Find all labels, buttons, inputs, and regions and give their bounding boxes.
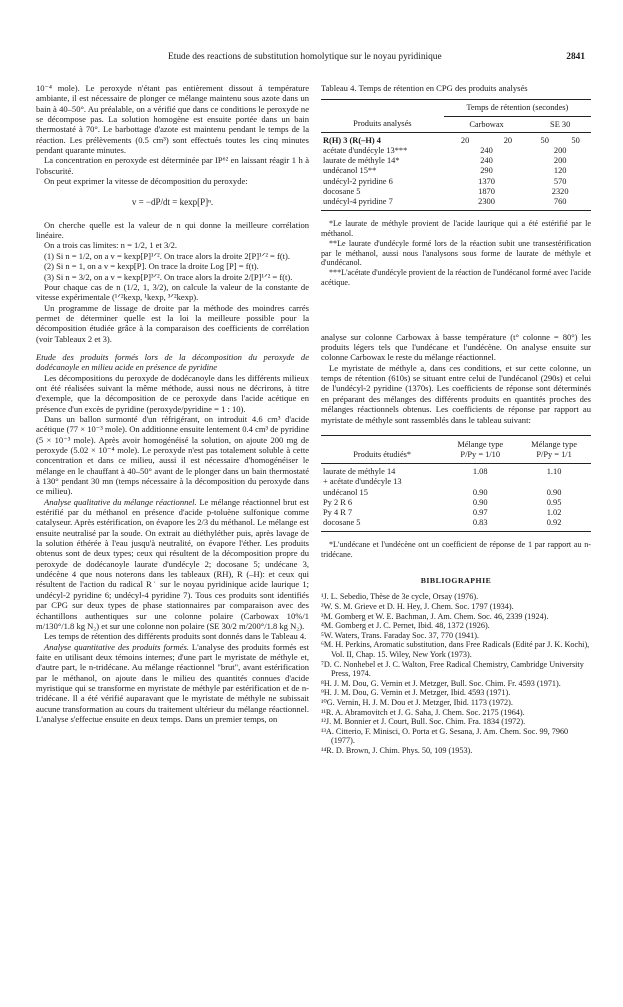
- table-cell: 290: [480, 166, 493, 176]
- bibliography-list: [321, 592, 591, 755]
- table-cell: 200: [553, 145, 567, 155]
- paragraph: La concentration en peroxyde est déterminée par IP⁶² en laissant réagir 1 h à l'obscurité.: [36, 155, 309, 176]
- table-cell: docosane 5: [323, 518, 361, 528]
- paragraph: [36, 497, 309, 631]
- table-row: [321, 197, 591, 211]
- table-cell: undécyl-2 pyridine 6: [323, 176, 393, 186]
- rate-equation: v = −dP/dt = kexp[P]ⁿ.: [131, 197, 214, 208]
- table-cell: 20: [503, 135, 513, 145]
- table-cell: undécanol 15**: [323, 166, 377, 176]
- table-row: [321, 132, 591, 146]
- table-cell: 0.83: [472, 518, 488, 528]
- table-cell: 50: [540, 135, 549, 145]
- table-cell: 1.08: [472, 467, 488, 477]
- table-note: *Le laurate de méthyle provient de l'acide laurique qui a été estérifié par le méthanol.: [321, 219, 591, 238]
- paragraph: analyse sur colonne Carbowax à basse température (t° colonne = 80°) les produits légers tels que l'undécane et l'undécène. On analyse ensuite sur colonne Carbowax le reste du mélange réactionnel.: [321, 331, 591, 363]
- table-cell: 240: [480, 156, 493, 166]
- table-cell: undécyl-4 pyridine 7: [323, 196, 393, 206]
- table-note: **Le laurate d'undécyle formé lors de la réaction subit une transestérification par le méthanol, aussi nous l'analysons sous forme de laurate de méthyle et d'undécanol.: [321, 238, 591, 268]
- table-cell: 0.90: [472, 497, 488, 507]
- paragraph: Un programme de lissage de droite par la méthode des moindres carrés permet de déterminer quelle est la loi la meilleure possible pour la décomposition étudiée grâce à la comparaison des coefficients de corrélation (voir Tableaux 2 et 3).: [36, 302, 309, 344]
- table-cell: 2300: [478, 196, 495, 206]
- reference: ⁸H. J. M. Dou, G. Vernin et J. Metzger, Bull. Soc. Chim. Fr. 4593 (1971).: [321, 678, 561, 688]
- table-cell: 120: [553, 166, 567, 176]
- table-4-caption: Tableau 4. Temps de rétention en CPG des produits analysés: [321, 83, 528, 93]
- paragraph: Le myristate de méthyle a, dans ces conditions, et sur cette colonne, un temps de rétention (610s) se situant entre celui de l'undécanol (290s) et celui de l'undécyl-2 pyridine (1370s). Les coefficients de réponse sont déterminés en préparant des mélanges des différents produits en quantités proches des mélanges réactionnels obtenus. Les coefficients de réponse par rapport au myristate de méthyle sont rassemblés dans le tableau suivant:: [321, 362, 591, 425]
- table-row: [321, 166, 591, 176]
- table-cell: undécanol 15: [323, 487, 368, 497]
- table-cell: 1.02: [546, 508, 562, 518]
- paragraph: Dans un ballon surmonté d'un réfrigérant, on introduit 4.6 cm³ d'acide acétique (77 × 10⁻³ mole). On additionne ensuite lentement 0.4 cm³ de pyridine (5 × 10⁻³ mole). Après avoir homogénéisé la solution, on ajoute 200 mg de peroxyde (5.02 × 10⁻⁴ mole). Le peroxyde n'est pas totalement soluble à cette concentration et dans ce milieu, aussi il est nécessaire d'homogénéiser le mélange en le chauffant à 40–50° avant de le plonger dans un bain thermostaté à 130° pendant 30 mn (temps nécessaire à la décomposition du peroxyde dans ce milieu).: [36, 413, 309, 497]
- paragraph: 10⁻⁴ mole). Le peroxyde n'étant pas entièrement dissout à température ambiante, il est nécessaire de plonger ce mélange maintenu sous azote dans un bain à 40–50°. Au préalable, on a vérifié que dans ce conditions le peroxyde ne se décompose pas. La solution homogène est ensuite portée dans un bain thermostaté à 70°. Le barbottage d'azote est maintenu pendant le temps de la réaction. Les prélèvements (0.5 cm³) sont effectués toutes les cinq minutes pendant quarante minutes.: [36, 83, 309, 156]
- paragraph: (3) Si n = 3/2, on a v = kexp[P]³ᐟ². On trace alors la droite 2/[P]¹ᐟ² = f(t).: [44, 271, 293, 282]
- table-cell: 50: [571, 135, 580, 145]
- reference: ¹J. L. Sebedio, Thèse de 3e cycle, Orsay (1976).: [321, 592, 479, 602]
- table-cell: 0.90: [546, 487, 562, 497]
- table-4-col-se30: SE 30: [550, 119, 571, 129]
- table-col-mix-2-ratio: P/Py = 1/1: [536, 450, 572, 460]
- running-title: Etude des reactions de substitution homolytique sur le noyau pyridinique: [168, 52, 442, 62]
- table-cell: 240: [480, 145, 493, 155]
- table-cell: 0.97: [472, 508, 488, 518]
- right-column: [321, 83, 591, 756]
- left-column: [36, 83, 309, 724]
- table-row: [321, 477, 591, 487]
- paragraph: (2) Si n = 1, on a v = kexp[P]. On trace la droite Log [P] = f(t).: [44, 261, 259, 272]
- table-col-mix-2: Mélange type: [531, 439, 577, 449]
- paragraph-text: Le mélange réactionnel brut est estérifié par du méthanol en présence d'acide p-toluène sulfonique comme catalyseur. Après estérification, on évapore les 2/3 du méthanol. Le mélange est ensuite neutralisé par la soude. On extrait au diéthyléther puis, après lavage de la solution éthérée à l'eau jusqu'à neutralité, on évapore l'éther. Les produits obtenus sont de deux types; ceux qui résultent de la décomposition propre du peroxyde de dodécanoyle laurate d'undécyle 2; docosane 5; undécane 3, undécène 4 que nous noterons dans les tableaux (RH), R (–H): et ceux qui résultent de l'action du radical R˙ sur le noyau pyridinique acide laurique 1; undécyl-2 pyridine 6; undécyl-4 pyridine 7). Tous ces produits sont identifiés par CPG sur deux types de phase stationnaires par comparaison avec des échantillons authentiques sur une colonne polaire (Carbowax 10%/1 m/130°/1.8 kg N₂) et sur une colonne non polaire (SE 30/2 m/200°/1.8 kg N₂).: [36, 496, 310, 631]
- table-row: [321, 498, 591, 508]
- reference: ⁵W. Waters, Trans. Faraday Soc. 37, 770 (1941).: [321, 630, 479, 640]
- table-cell: 200: [553, 156, 567, 166]
- table-row: [321, 508, 591, 518]
- table-cell: 0.92: [546, 518, 562, 528]
- table-col-mix-1-ratio: P/Py = 1/10: [460, 450, 501, 460]
- table-cell: Py 2 R 6: [323, 497, 353, 507]
- reference: ²W. S. M. Grieve et D. H. Hey, J. Chem. Soc. 1797 (1934).: [321, 602, 514, 611]
- table-col-mix-1: Mélange type: [457, 439, 504, 449]
- reference: ⁶M. H. Perkins, Aromatic substitution, dans Free Radicals (Edité par J. K. Kochi), Vol. II, Chap. 15. Wiley, New York (1973).: [321, 640, 590, 659]
- table-4-group-header: Temps de rétention (secondes): [444, 100, 591, 116]
- paragraph-text: L'analyse des produits formés est faite en utilisant deux témoins internes; d'une part le myristate de méthyle et, d'autre part, le n-tridécane. Au mélange réactionnel "brut", avant estérification par le méthanol, on ajoute dans le milieu des quantités connues d'acide myristique qui se transforme en myristate de méthyle par estérification et de n-tridécane. Il a été vérifié auparavant que le myristate de méthyle ne subissait aucune transformation au cours du traitement ultérieur du mélange réactionnel. L'analyse s'effectue ensuite en deux temps. Dans un premier temps, on: [36, 641, 309, 724]
- table-cell: Py 4 R 7: [323, 508, 353, 518]
- table-cell: 1870: [478, 186, 495, 196]
- reference: ¹²J. M. Bonnier et J. Court, Bull. Soc. Chim. Fra. 1834 (1972).: [321, 717, 526, 727]
- table-row: [321, 464, 591, 478]
- reference: ⁴M. Gomberg et J. C. Pernet, Ibid. 48, 1372 (1926).: [321, 621, 490, 631]
- table-4-col-products: Produits analysés: [353, 119, 412, 129]
- table-row: [321, 146, 591, 156]
- table-col-products: Produits étudiés*: [353, 450, 412, 460]
- table-row: [321, 177, 591, 187]
- table-cell: docosane 5: [323, 186, 361, 196]
- page-number: 2841: [566, 52, 585, 62]
- reference: ¹³A. Citterio, F. Minisci, O. Porta et G. Sesana, J. Am. Chem. Soc. 99, 7960 (1977).: [321, 726, 569, 746]
- bibliography-title: BIBLIOGRAPHIE: [420, 576, 492, 586]
- reference: ¹¹R. A. Abramovitch et J. G. Saha, J. Chem. Soc. 2175 (1964).: [321, 707, 525, 717]
- table-row: [321, 187, 591, 197]
- paragraph: [36, 642, 309, 725]
- subsection-heading: Analyse qualitative du mélange réactionnel.: [44, 496, 197, 507]
- table-cell: [443, 477, 517, 487]
- table-cell: 570: [553, 176, 567, 186]
- section-heading: Etude des produits formés lors de la décomposition du peroxyde de dodécanoyle en milieu acide en présence de pyridine: [36, 351, 309, 373]
- table-4-notes: [321, 219, 591, 288]
- table-cell: laurate de méthyle 14*: [323, 156, 400, 166]
- table-cell: 20: [460, 135, 470, 145]
- table-row: [321, 518, 591, 532]
- table-cell: acétate d'undécyle 13***: [323, 145, 408, 155]
- table-note: ***L'acétate d'undécyle provient de la réaction de l'undécanol formé avec l'acide acétique.: [321, 268, 592, 287]
- subsection-heading: Analyse quantitative des produits formés.: [44, 641, 189, 652]
- paragraph: On cherche quelle est la valeur de n qui donne la meilleure corrélation linéaire.: [36, 219, 309, 241]
- running-header: [36, 52, 587, 66]
- table-response-coefficients: [321, 435, 591, 533]
- paragraph: On peut exprimer la vitesse de décomposition du peroxyde:: [44, 176, 248, 187]
- table-cell: laurate de méthyle 14: [323, 467, 396, 477]
- reference: ⁹H. J. M. Dou, G. Vernin et J. Metzger, Ibid. 4593 (1971).: [321, 688, 511, 698]
- reference: ⁷D. C. Nonhebel et J. C. Walton, Free Radical Chemistry, Cambridge University Press, 1974.: [321, 659, 584, 679]
- table-cell: R(H) 3 (R(–H) 4: [323, 135, 381, 145]
- table-row: [321, 488, 591, 498]
- paragraph: Pour chaque cas de n (1/2, 1, 3/2), on calcule la valeur de la constante de vitesse expérimentale (¹ᐟ²kexp, ¹kexp, ³ᐟ²kexp).: [36, 281, 309, 303]
- paragraph: (1) Si n = 1/2, on a v = kexp[P]¹ᐟ². On trace alors la droite 2[P]¹ᐟ² = f(t).: [44, 250, 291, 261]
- paragraph: Les décompositions du peroxyde de dodécanoyle dans les différents milieux ont été réalisées suivant la même méthode, aussi nous ne décrirons, à titre d'exemple, que la décomposition de ce peroxyde dans l'acide acétique en présence d'un excès de pyridine (peroxyde/pyridine = 1 : 10).: [36, 372, 309, 414]
- table-cell: 760: [553, 196, 567, 206]
- table-note: *L'undécane et l'undécène ont un coefficient de réponse de 1 par rapport au n-tridécane.: [321, 540, 591, 560]
- table-cell: [517, 477, 591, 487]
- table-cell: + acétate d'undécyle 13: [323, 477, 402, 487]
- table-cell: 2320: [551, 186, 569, 196]
- table-4: [321, 99, 591, 211]
- table-cell: 1.10: [546, 467, 562, 477]
- table-cell: 0.90: [472, 487, 488, 497]
- paragraph: On a trois cas limites: n = 1/2, 1 et 3/2.: [44, 240, 178, 251]
- reference: ¹⁴R. D. Brown, J. Chim. Phys. 50, 109 (1953).: [321, 745, 473, 755]
- table-4-col-carbowax: Carbowax: [469, 119, 504, 129]
- reference: ¹⁰G. Vernin, H. J. M. Dou et J. Metzger, Ibid. 1173 (1972).: [321, 697, 513, 707]
- paragraph: Les temps de rétention des différents produits sont donnés dans le Tableau 4.: [44, 631, 307, 642]
- table-cell: 1370: [478, 176, 495, 186]
- table-cell: 0.95: [546, 497, 562, 507]
- table-row: [321, 156, 591, 166]
- reference: ³M. Gomberg et W. E. Bachman, J. Am. Chem. Soc. 46, 2339 (1924).: [321, 611, 549, 621]
